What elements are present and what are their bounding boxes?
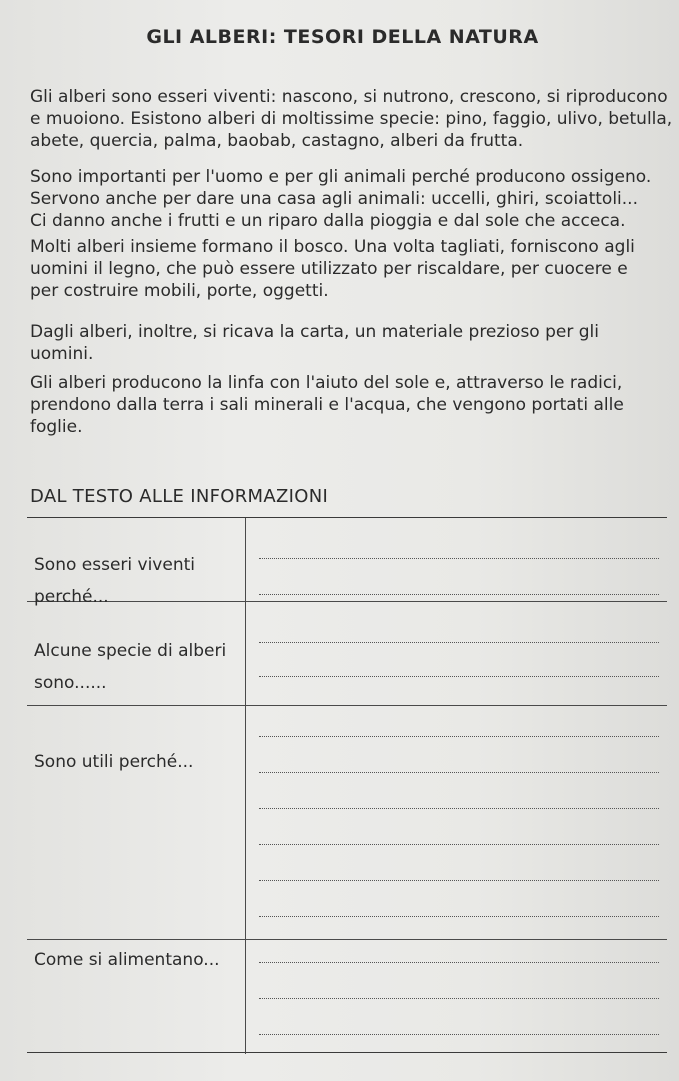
page-title: GLI ALBERI: TESORI DELLA NATURA — [146, 26, 539, 48]
text-line: Molti alberi insieme formano il bosco. Una volta tagliati, forniscono agli — [30, 237, 635, 257]
answer-line[interactable] — [259, 880, 659, 881]
answer-line[interactable] — [259, 558, 659, 559]
table-row — [27, 940, 667, 1054]
text-line: uomini. — [30, 344, 94, 365]
answer-line[interactable] — [259, 736, 659, 737]
row-label: Sono utili perché... — [34, 752, 194, 772]
answer-line[interactable] — [259, 594, 659, 595]
text-line: Gli alberi sono esseri viventi: nascono, si nutrono, crescono, si riproducono — [30, 87, 668, 107]
answer-line[interactable] — [259, 916, 659, 917]
text-line: prendono dalla terra i sali minerali e l'acqua, che vengono portati alle — [30, 395, 624, 416]
answer-line[interactable] — [259, 676, 659, 677]
answer-line[interactable] — [259, 998, 659, 999]
answer-line[interactable] — [259, 808, 659, 809]
answer-line[interactable] — [259, 642, 659, 643]
text-line: Gli alberi producono la linfa con l'aiuto del sole e, attraverso le radici, — [30, 373, 623, 393]
text-line: Sono importanti per l'uomo e per gli animali perché producono ossigeno. — [30, 167, 652, 187]
answer-line[interactable] — [259, 1034, 659, 1035]
row-label: Sono esseri viventi perché... — [34, 555, 195, 607]
paragraph-5 — [30, 372, 660, 439]
row-label: Alcune specie di alberi sono...... — [34, 641, 227, 693]
text-line: uomini il legno, che può essere utilizzato per riscaldare, per cuocere e — [30, 259, 628, 280]
text-line: Dagli alberi, inoltre, si ricava la carta, un materiale prezioso per gli — [30, 322, 599, 342]
column-divider — [245, 518, 246, 601]
paragraph-3 — [30, 236, 660, 303]
table-row — [27, 706, 667, 940]
answer-line[interactable] — [259, 772, 659, 773]
exercise-title: DAL TESTO ALLE INFORMAZIONI — [30, 486, 329, 507]
text-line: foglie. — [30, 417, 83, 438]
column-divider — [245, 940, 246, 1054]
answer-line[interactable] — [259, 844, 659, 845]
column-divider — [245, 706, 246, 939]
answer-line[interactable] — [259, 962, 659, 963]
text-line: e muoiono. Esistono alberi di moltissime specie: pino, faggio, ulivo, betulla, — [30, 109, 673, 130]
text-line: per costruire mobili, porte, oggetti. — [30, 281, 329, 302]
column-divider — [245, 602, 246, 705]
text-line: Ci danno anche i frutti e un riparo dalla pioggia e dal sole che acceca. — [30, 211, 626, 232]
row-label: Come si alimentano... — [34, 950, 220, 970]
table-row — [27, 518, 667, 607]
table-row — [27, 602, 667, 706]
exercise-table — [27, 517, 667, 1053]
paragraph-4 — [30, 321, 660, 365]
paragraph-2 — [30, 166, 660, 233]
text-line: Servono anche per dare una casa agli animali: uccelli, ghiri, scoiattoli... — [30, 189, 638, 210]
paragraph-1 — [30, 86, 673, 153]
text-line: abete, quercia, palma, baobab, castagno, alberi da frutta. — [30, 131, 524, 152]
